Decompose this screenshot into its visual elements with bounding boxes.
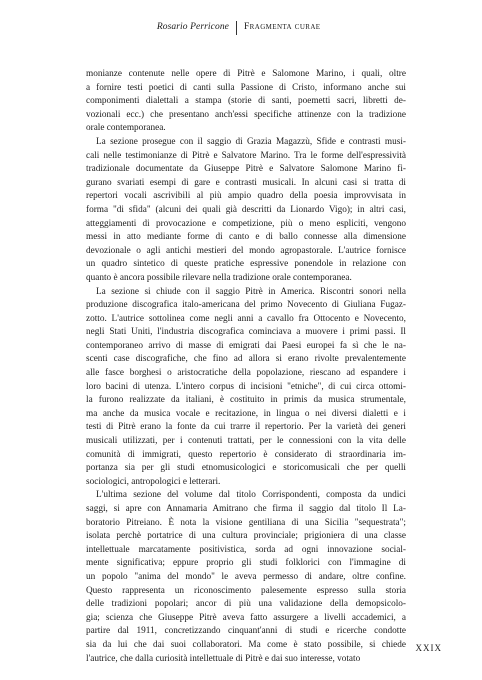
text-line: Questo rappresenta un riconoscimento palesemente espresso sulla storia [86,585,406,596]
text-line: vozionali ecc.) che presentano anch'essi specifiche attinenze con la tradizione [86,109,406,120]
text-line: partire dal 1911, concretizzando cinquant'anni di studi e ricerche condotte [86,626,406,637]
text-line: sia da lui che dai suoi collaboratori. Ma come è stato possibile, si chiede [86,639,406,650]
text-line: scenti case discografiche, che fino ad allora si erano rivolte prevalentemente [86,354,406,365]
text-line: un quadro sintetico di queste pratiche espressive ponendole in relazione con [86,259,406,270]
text-line: produzione discografica italo-americana del primo Novecento di Giuliana Fugaz- [86,300,406,311]
text-line: boratorio Pitreiano. È nota la visione gentiliana di una Sicilia "sequestrata"; [86,517,406,528]
text-line: forma "di sfida" (alcuni dei quali già descritti da Lionardo Vigo); in altri casi, [86,204,406,215]
text-line: testi di Pitrè erano la fonte da cui trarre il repertorio. Per la varietà dei generi [86,422,406,433]
text-line: comunità di immigrati, questo repertorio è considerato di straordinaria im- [86,449,406,460]
text-line: devozionale o agli antichi mestieri del mondo agropastorale. L'autrice fornisce [86,245,406,256]
header-running-title: Fragmenta curae [244,22,321,32]
text-line: repertori vocali ascrivibili al più ampio quadro della poesia improvvisata in [86,191,406,202]
text-line: ma anche da musica vocale e recitazione, in lingua o nei diversi dialetti e i [86,408,406,419]
text-line: orale contemporanea. [86,123,166,134]
text-line: saggi, si apre con Annamaria Amitrano che firma il saggio dal titolo Il La- [86,504,406,514]
text-line: l'autrice, che dalla curiosità intellettuale di Pitrè e dai suo interesse, votato [86,653,361,664]
text-line: mente significativa; eppure proprio gli studi folklorici con l'immagine di [86,558,406,569]
paragraph [86,489,406,666]
text-line: alle fasce borghesi o aristocratiche della popolazione, riescano ad espandere i [86,368,406,379]
text-line: La sezione si chiude con il saggio Pitrè in America. Riscontri sonori nella [96,286,406,297]
text-line: negli Stati Uniti, l'industria discografica cominciava a muovere i primi passi. Il [86,327,406,338]
text-line: a fornire testi poetici di canti sulla Passione di Cristo, informano anche sui [86,82,406,93]
text-line: sociologici, antropologici e letterari. [86,476,221,487]
body-text [86,68,406,666]
text-line: un popolo "anima del mondo" le aveva permesso di andare, oltre confine. [86,571,406,582]
header-author: Rosario Perricone [156,22,229,32]
text-line: intellettuale marcatamente positivistica, sorda ad ogni innovazione social- [86,544,406,555]
text-line: la furono realizzate da italiani, è costituito in primis da musica strumentale, [86,395,406,406]
text-line: contemporaneo arrivo di masse di emigrati dai Paesi europei fa sì che le na- [86,340,406,351]
text-line: delle tradizioni popolari; ancor di più una validazione della demopsicolo- [86,599,406,610]
header-divider [236,21,237,35]
paragraph [86,136,406,286]
text-line: isolata perchè portatrice di una cultura provinciale; prigioniera di una classe [86,531,406,542]
text-line: musicali utilizzati, per i contenuti trattati, per le connessioni con la vita delle [86,436,406,447]
paragraph [86,68,406,136]
text-line: gia; scienza che Giuseppe Pitrè aveva fatto assurgere a livelli accademici, a [86,612,406,623]
page-number: XXIX [415,643,442,653]
text-line: portanza sia per gli studi etnomusicologici e storicomusicali che per quelli [86,463,406,474]
paragraph [86,286,406,490]
text-line: atteggiamenti di provocazione e competizione, più o meno espliciti, vengono [86,218,406,229]
text-line: La sezione prosegue con il saggio di Grazia Magazzù, Sfide e contrasti musi- [96,136,406,147]
text-line: L'ultima sezione del volume dal titolo Corrispondenti, composta da undici [96,490,406,501]
text-line: quanto è ancora possibile rilevare nella tradizione orale contemporanea. [86,272,352,283]
text-line: componimenti dialettali a stampa (storie di santi, poemetti sacri, libretti de- [86,96,406,107]
text-line: messi in atto mediante forme di canto e di ballo connesse alla dimensione [86,232,406,243]
text-line: gurano svariati esempi di gare e contrasti musicali. In alcuni casi si tratta di [86,177,406,188]
text-line: loro bacini di utenza. L'intero corpus di incisioni "etniche", di cui circa ottomi- [86,381,406,392]
text-line: zotto. L'autrice sottolinea come negli anni a cavallo fra Ottocento e Novecento, [86,313,406,324]
text-line: cali nelle testimonianze di Pitrè e Salvatore Marino. Tra le forme dell'espressività [86,150,406,161]
text-line: monianze contenute nelle opere di Pitrè e Salomone Marino, i quali, oltre [86,69,406,79]
text-line: tradizionale documentate da Giuseppe Pitrè e Salvatore Salomone Marino fi- [86,164,406,175]
running-header [0,22,482,36]
